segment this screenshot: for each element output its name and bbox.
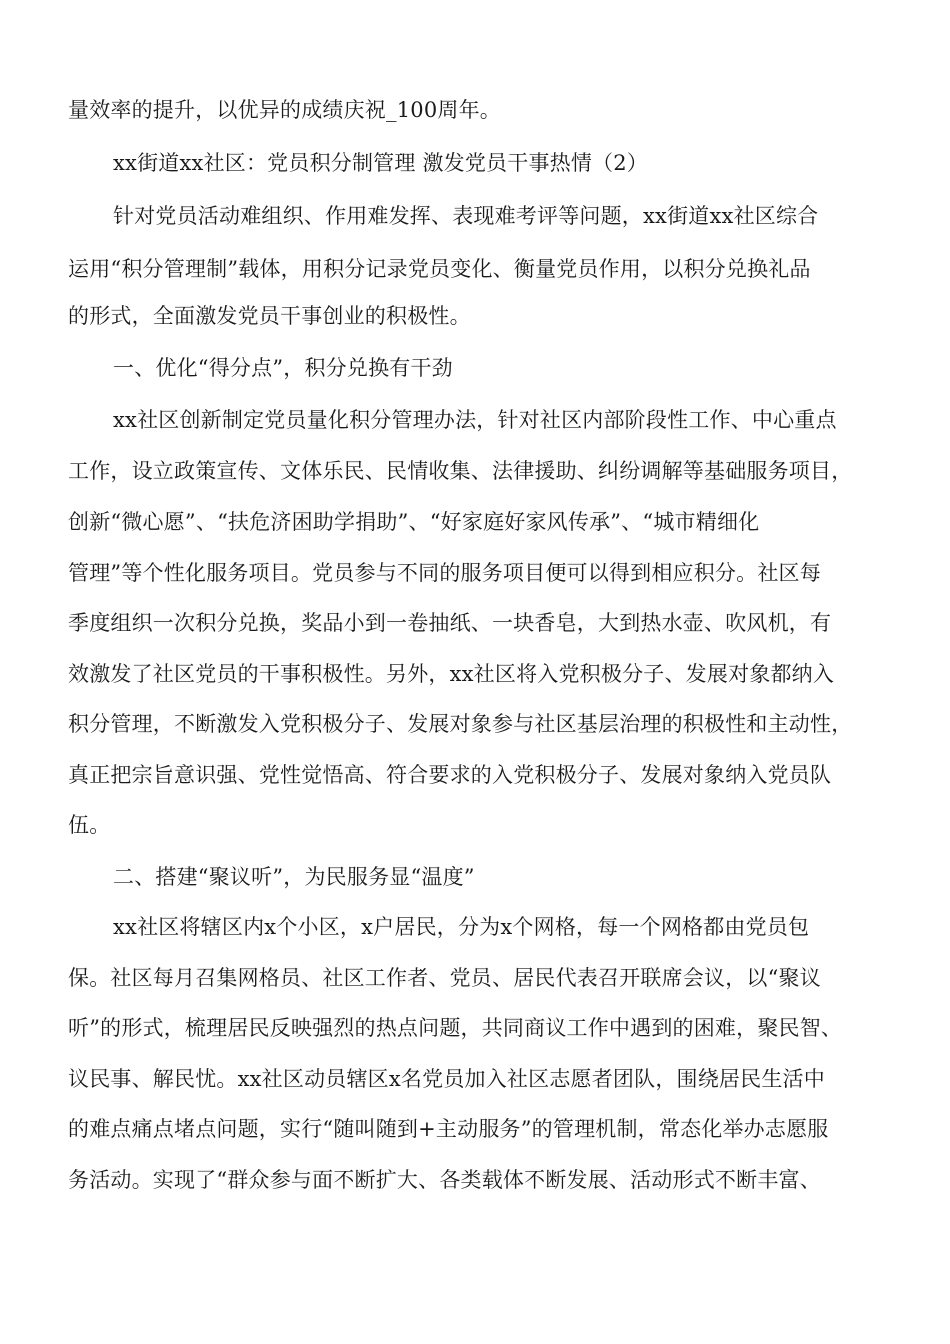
text-line: 针对党员活动难组织、作用难发挥、表现难考评等问题，xx街道xx社区综合 xyxy=(113,204,819,228)
text-line: 运用“积分管理制”载体，用积分记录党员变化、衡量党员作用，以积分兑换礼品 xyxy=(68,257,811,281)
text-line: 听”的形式，梳理居民反映强烈的热点问题，共同商议工作中遇到的困难，聚民智、 xyxy=(68,1016,843,1040)
section-heading: 一、优化“得分点”，积分兑换有干劲 xyxy=(113,356,453,380)
text-line: 伍。 xyxy=(68,813,111,837)
text-line: 的难点痛点堵点问题，实行“随叫随到+主动服务”的管理机制，常态化举办志愿服 xyxy=(68,1117,829,1141)
text-line: 积分管理，不断激发入党积极分子、发展对象参与社区基层治理的积极性和主动性， xyxy=(68,712,853,736)
text-line: 量效率的提升，以优异的成绩庆祝_100周年。 xyxy=(68,98,501,122)
text-line: 的形式，全面激发党员干事创业的积极性。 xyxy=(68,304,471,328)
text-line: 季度组织一次积分兑换，奖品小到一卷抽纸、一块香皂，大到热水壶、吹风机，有 xyxy=(68,611,832,635)
section-heading: 二、搭建“聚议听”，为民服务显“温度” xyxy=(113,865,475,889)
text-line: 创新“微心愿”、“扶危济困助学捐助”、“好家庭好家风传承”、“城市精细化 xyxy=(68,510,760,534)
text-line: xx社区将辖区内x个小区，x户居民，分为x个网格，每一个网格都由党员包 xyxy=(113,915,810,939)
text-line: xx社区创新制定党员量化积分管理办法，针对社区内部阶段性工作、中心重点 xyxy=(113,408,837,432)
text-line: 保。社区每月召集网格员、社区工作者、党员、居民代表召开联席会议，以“聚议 xyxy=(68,966,821,990)
text-line: 务活动。实现了“群众参与面不断扩大、各类载体不断发展、活动形式不断丰富、 xyxy=(68,1168,821,1192)
section-heading: xx街道xx社区：党员积分制管理 激发党员干事热情（2） xyxy=(113,151,649,175)
text-line: 议民事、解民忧。xx社区动员辖区x名党员加入社区志愿者团队，围绕居民生活中 xyxy=(68,1067,825,1091)
text-line: 管理”等个性化服务项目。党员参与不同的服务项目便可以得到相应积分。社区每 xyxy=(68,561,821,585)
text-line: 真正把宗旨意识强、党性觉悟高、符合要求的入党积极分子、发展对象纳入党员队 xyxy=(68,763,832,787)
text-line: 工作，设立政策宣传、文体乐民、民情收集、法律援助、纠纷调解等基础服务项目， xyxy=(68,459,853,483)
text-line: 效激发了社区党员的干事积极性。另外，xx社区将入党积极分子、发展对象都纳入 xyxy=(68,662,835,686)
